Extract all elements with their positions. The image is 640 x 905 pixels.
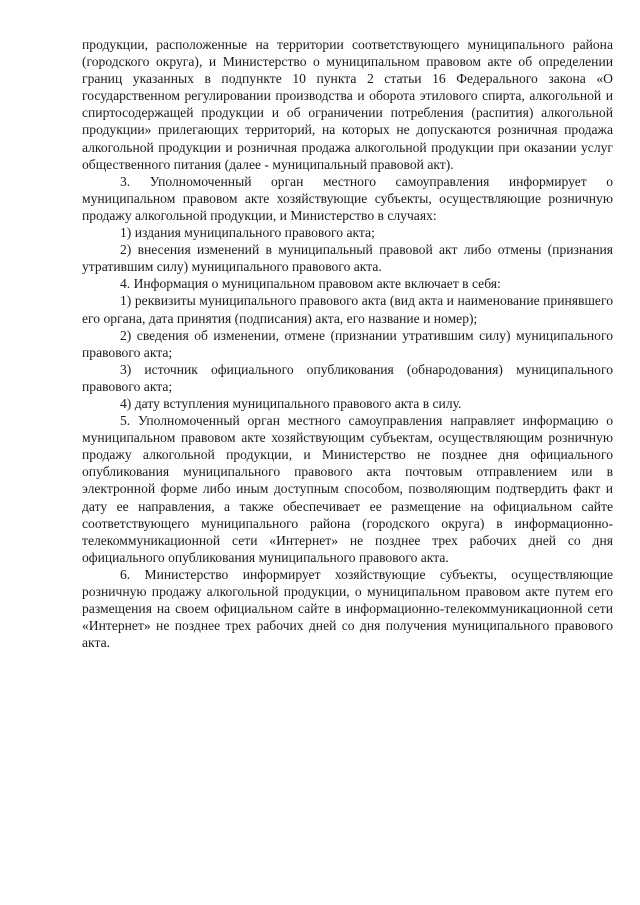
document-page	[82, 36, 613, 651]
paragraph-item-5: 5. Уполномоченный орган местного самоуправления направляет информацию о муниципальном правовом акте хозяйствующим субъектам, осуществляющим розничную продажу алкогольной продукции, и Министерство не позднее дня официального опубликования муниципального правового акта почтовым отправлением или в электронной форме либо иным доступным способом, позволяющим подтвердить факт и дату ее направления, а также обеспечивает ее размещение на официальном сайте соответствующего муниципального района (городского округа) в информационно-телекоммуникационной сети «Интернет» не позднее трех рабочих дней со дня официального опубликования муниципального правового акта.	[82, 413, 613, 565]
paragraph-subitem-3-1: 1) издания муниципального правового акта;	[120, 225, 375, 241]
paragraph-continuation: продукции, расположенные на территории соответствующего муниципального района (городского округа), и Министерство о муниципальном правовом акте об определении границ указанных в подпункте 10 пункта 2 статьи 16 Федерального закона «О государственном регулировании производства и оборота этилового спирта, алкогольной и спиртосодержащей продукции и об ограничении потребления (распития) алкогольной продукции» прилегающих территорий, на которых не допускаются розничная продажа алкогольной продукции и розничная продажа алкогольной продукции при оказании услуг общественного питания (далее - муниципальный правовой акт).	[82, 37, 613, 172]
paragraph-subitem-4-2: 2) сведения об изменении, отмене (признании утратившим силу) муниципального правового акта;	[82, 327, 613, 360]
paragraph-subitem-4-4: 4) дату вступления муниципального правового акта в силу.	[120, 395, 462, 411]
paragraph-subitem-3-2: 2) внесения изменений в муниципальный правовой акт либо отмены (признания утратившим силу) муниципального правового акта.	[82, 242, 613, 275]
paragraph-item-3: 3. Уполномоченный орган местного самоуправления информирует о муниципальном правовом акте хозяйствующие субъекты, осуществляющие розничную продажу алкогольной продукции, и Министерство в случаях:	[82, 173, 613, 223]
paragraph-item-6: 6. Министерство информирует хозяйствующие субъекты, осуществляющие розничную продажу алкогольной продукции, о муниципальном правовом акте путем его размещения на своем официальном сайте в информационно-телекоммуникационной сети «Интернет» не позднее трех рабочих дней со дня получения муниципального правового акта.	[82, 566, 613, 651]
paragraph-subitem-4-1: 1) реквизиты муниципального правового акта (вид акта и наименование принявшего его органа, дата принятия (подписания) акта, его название и номер);	[82, 293, 613, 326]
paragraph-item-4: 4. Информация о муниципальном правовом акте включает в себя:	[120, 276, 501, 292]
paragraph-subitem-4-3: 3) источник официального опубликования (обнародования) муниципального правового акта;	[82, 361, 613, 394]
